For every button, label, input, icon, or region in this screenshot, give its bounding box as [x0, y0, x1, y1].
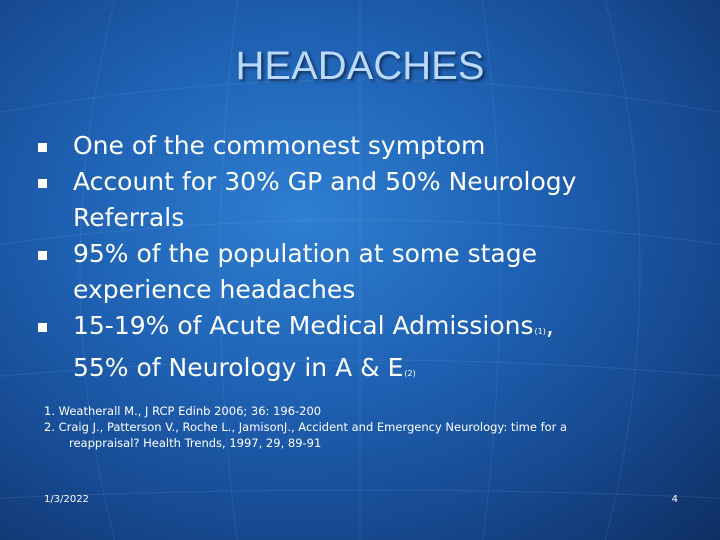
square-bullet-icon [38, 143, 47, 152]
square-bullet-icon [38, 323, 47, 332]
reference-item: 2. Craig J., Patterson V., Roche L., JamisonJ., Accident and Emergency Neurology: time for a [44, 420, 568, 434]
bullet-text-continued: 55% of Neurology in A & E [73, 353, 404, 382]
square-bullet-icon [38, 251, 47, 260]
bullet-item [38, 128, 708, 164]
reference-item: 1. Weatherall M., J RCP Edinb 2006; 36: 196-200 [44, 404, 322, 418]
bullet-text: Account for 30% GP and 50% Neurology [73, 167, 577, 196]
bullet-text: 15-19% of Acute Medical Admissions [73, 311, 534, 340]
bullet-item [38, 308, 708, 392]
slide-date: 1/3/2022 [44, 494, 89, 505]
bullet-list [38, 128, 708, 392]
bullet-text: 95% of the population at some stage [73, 239, 537, 268]
bullet-text-continued: Referrals [73, 203, 185, 232]
bullet-text: One of the commonest symptom [73, 131, 486, 160]
bullet-text-continued: experience headaches [73, 275, 356, 304]
slide-number: 4 [671, 494, 678, 505]
bullet-item [38, 236, 708, 308]
reference-item-continued: reappraisal? Health Trends, 1997, 29, 89-91 [69, 436, 322, 450]
references [44, 403, 684, 451]
bullet-punctuation: , [545, 311, 554, 340]
citation-marker: (2) [404, 369, 416, 378]
square-bullet-icon [38, 179, 47, 188]
bullet-item [38, 164, 708, 236]
citation-marker: (1) [534, 327, 546, 336]
slide-title: HEADACHES [235, 44, 485, 88]
